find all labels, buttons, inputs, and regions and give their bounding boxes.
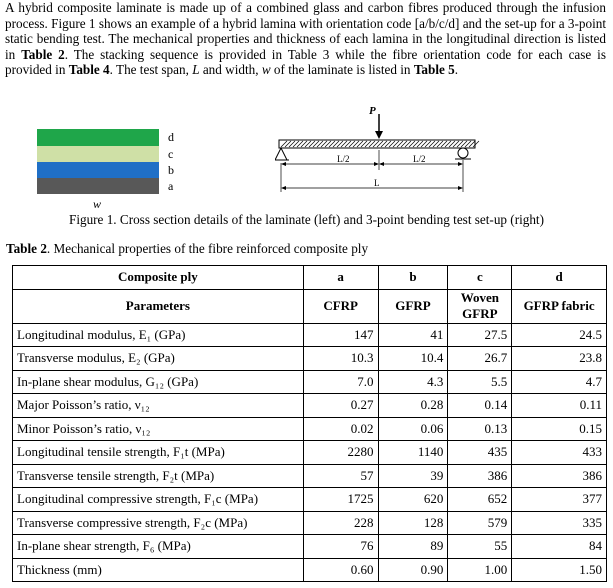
layer-b (37, 162, 159, 178)
value-cell: 10.3 (303, 347, 378, 371)
parameter-name: Longitudinal modulus, E₁ (GPa) (13, 323, 304, 347)
table-row (13, 323, 607, 347)
value-cell: 41 (378, 323, 448, 347)
parameter-name: Transverse compressive strength, F₂c (MPa) (13, 511, 304, 535)
value-cell: 579 (448, 511, 512, 535)
ref-table-2: Table 2 (21, 46, 65, 62)
value-cell: 228 (303, 511, 378, 535)
figure-caption: Figure 1. Cross section details of the laminate (left) and 3-point bending test set-up (right) (68, 212, 544, 227)
value-cell: 147 (303, 323, 378, 347)
value-cell: 433 (512, 441, 607, 465)
value-cell: 26.7 (448, 347, 512, 371)
header-material-a: CFRP (303, 289, 378, 323)
value-cell: 27.5 (448, 323, 512, 347)
value-cell: 7.0 (303, 370, 378, 394)
symbol-L: L (192, 62, 200, 78)
value-cell: 1140 (378, 441, 448, 465)
parameter-name: Longitudinal compressive strength, F₁c (MPa) (13, 488, 304, 512)
parameter-name: Minor Poisson’s ratio, ν₁₂ (13, 417, 304, 441)
value-cell: 84 (512, 535, 607, 559)
span-label: L (374, 178, 380, 188)
value-cell: 76 (303, 535, 378, 559)
value-cell: 2280 (303, 441, 378, 465)
header-parameters: Parameters (13, 289, 304, 323)
layer-label-c: c (168, 147, 174, 161)
value-cell: 0.60 (303, 558, 378, 582)
value-cell: 0.14 (448, 394, 512, 418)
header-col-c: c (448, 266, 512, 290)
parameter-name: Major Poisson’s ratio, ν₁₂ (13, 394, 304, 418)
value-cell: 0.27 (303, 394, 378, 418)
parameter-name: In-plane shear modulus, G₁₂ (GPa) (13, 370, 304, 394)
header-row-parameters (13, 289, 607, 323)
value-cell: 1.50 (512, 558, 607, 582)
half-span-left-label: L/2 (337, 154, 350, 164)
mechanical-properties-table (12, 265, 607, 582)
para-text-3: . The test span, (109, 62, 193, 78)
table-row (13, 488, 607, 512)
layer-label-a: a (168, 179, 174, 193)
table-caption (6, 241, 368, 257)
table-row (13, 441, 607, 465)
parameter-name: Transverse tensile strength, F₂t (MPa) (13, 464, 304, 488)
parameter-name: In-plane shear strength, F₆ (MPa) (13, 535, 304, 559)
value-cell: 128 (378, 511, 448, 535)
intro-paragraph (5, 0, 606, 78)
value-cell: 377 (512, 488, 607, 512)
table-row (13, 535, 607, 559)
header-material-d: GFRP fabric (512, 289, 607, 323)
header-composite-ply: Composite ply (13, 266, 304, 290)
value-cell: 386 (448, 464, 512, 488)
para-text-4: and width, (199, 62, 262, 78)
value-cell: 386 (512, 464, 607, 488)
ref-table-5: Table 5 (413, 62, 455, 78)
table-row (13, 370, 607, 394)
value-cell: 55 (448, 535, 512, 559)
layer-a (37, 178, 159, 194)
table-caption-label: Table 2 (6, 241, 47, 256)
value-cell: 652 (448, 488, 512, 512)
load-label: P (369, 105, 376, 117)
table-row (13, 558, 607, 582)
layer-c (37, 146, 159, 162)
value-cell: 335 (512, 511, 607, 535)
width-label: w (93, 197, 102, 211)
value-cell: 4.3 (378, 370, 448, 394)
value-cell: 620 (378, 488, 448, 512)
half-span-right-label: L/2 (413, 154, 426, 164)
header-col-d: d (512, 266, 607, 290)
value-cell: 0.06 (378, 417, 448, 441)
table-row (13, 511, 607, 535)
layer-label-b: b (168, 163, 174, 177)
value-cell: 4.7 (512, 370, 607, 394)
parameter-name: Thickness (mm) (13, 558, 304, 582)
value-cell: 0.90 (378, 558, 448, 582)
value-cell: 0.13 (448, 417, 512, 441)
value-cell: 0.02 (303, 417, 378, 441)
value-cell: 1.00 (448, 558, 512, 582)
ref-table-4: Table 4 (68, 62, 110, 78)
table-row (13, 417, 607, 441)
table-row (13, 394, 607, 418)
value-cell: 89 (378, 535, 448, 559)
value-cell: 435 (448, 441, 512, 465)
value-cell: 5.5 (448, 370, 512, 394)
table-caption-text: . Mechanical properties of the fibre reinforced composite ply (46, 241, 369, 256)
header-material-c: Woven GFRP (448, 289, 512, 323)
load-arrow-head (375, 131, 383, 139)
para-text-2: . The stacking sequence is provided in Table 3 while the fibre orientation code for each case is provided in (5, 46, 606, 78)
para-text-1: A hybrid composite laminate is made up of a combined glass and carbon fibres produced through the infusion process. Figure 1 shows an example of a hybrid lamina with orientation code [a/b/c/d] and the set-up for a 3-point static bending test. The mechanical properties and thickness of each lamina in the longitudinal direction is listed in (5, 0, 606, 62)
value-cell: 57 (303, 464, 378, 488)
header-row-ply (13, 266, 607, 290)
left-support (275, 148, 287, 160)
value-cell: 39 (378, 464, 448, 488)
value-cell: 24.5 (512, 323, 607, 347)
parameter-name: Longitudinal tensile strength, F₁t (MPa) (13, 441, 304, 465)
value-cell: 10.4 (378, 347, 448, 371)
table-row (13, 464, 607, 488)
header-col-a: a (303, 266, 378, 290)
value-cell: 1725 (303, 488, 378, 512)
value-cell: 0.11 (512, 394, 607, 418)
layer-label-d: d (168, 130, 174, 144)
para-text-5: of the laminate is listed in (270, 62, 414, 78)
layer-d (37, 129, 159, 146)
value-cell: 0.15 (512, 417, 607, 441)
parameter-name: Transverse modulus, E₂ (GPa) (13, 347, 304, 371)
value-cell: 23.8 (512, 347, 607, 371)
value-cell: 0.28 (378, 394, 448, 418)
symbol-w: w (261, 62, 271, 78)
para-text-6: . (454, 62, 459, 78)
table-row (13, 347, 607, 371)
header-col-b: b (378, 266, 448, 290)
bending-setup-diagram (275, 100, 485, 200)
right-support-roller (458, 148, 468, 158)
header-material-b: GFRP (378, 289, 448, 323)
